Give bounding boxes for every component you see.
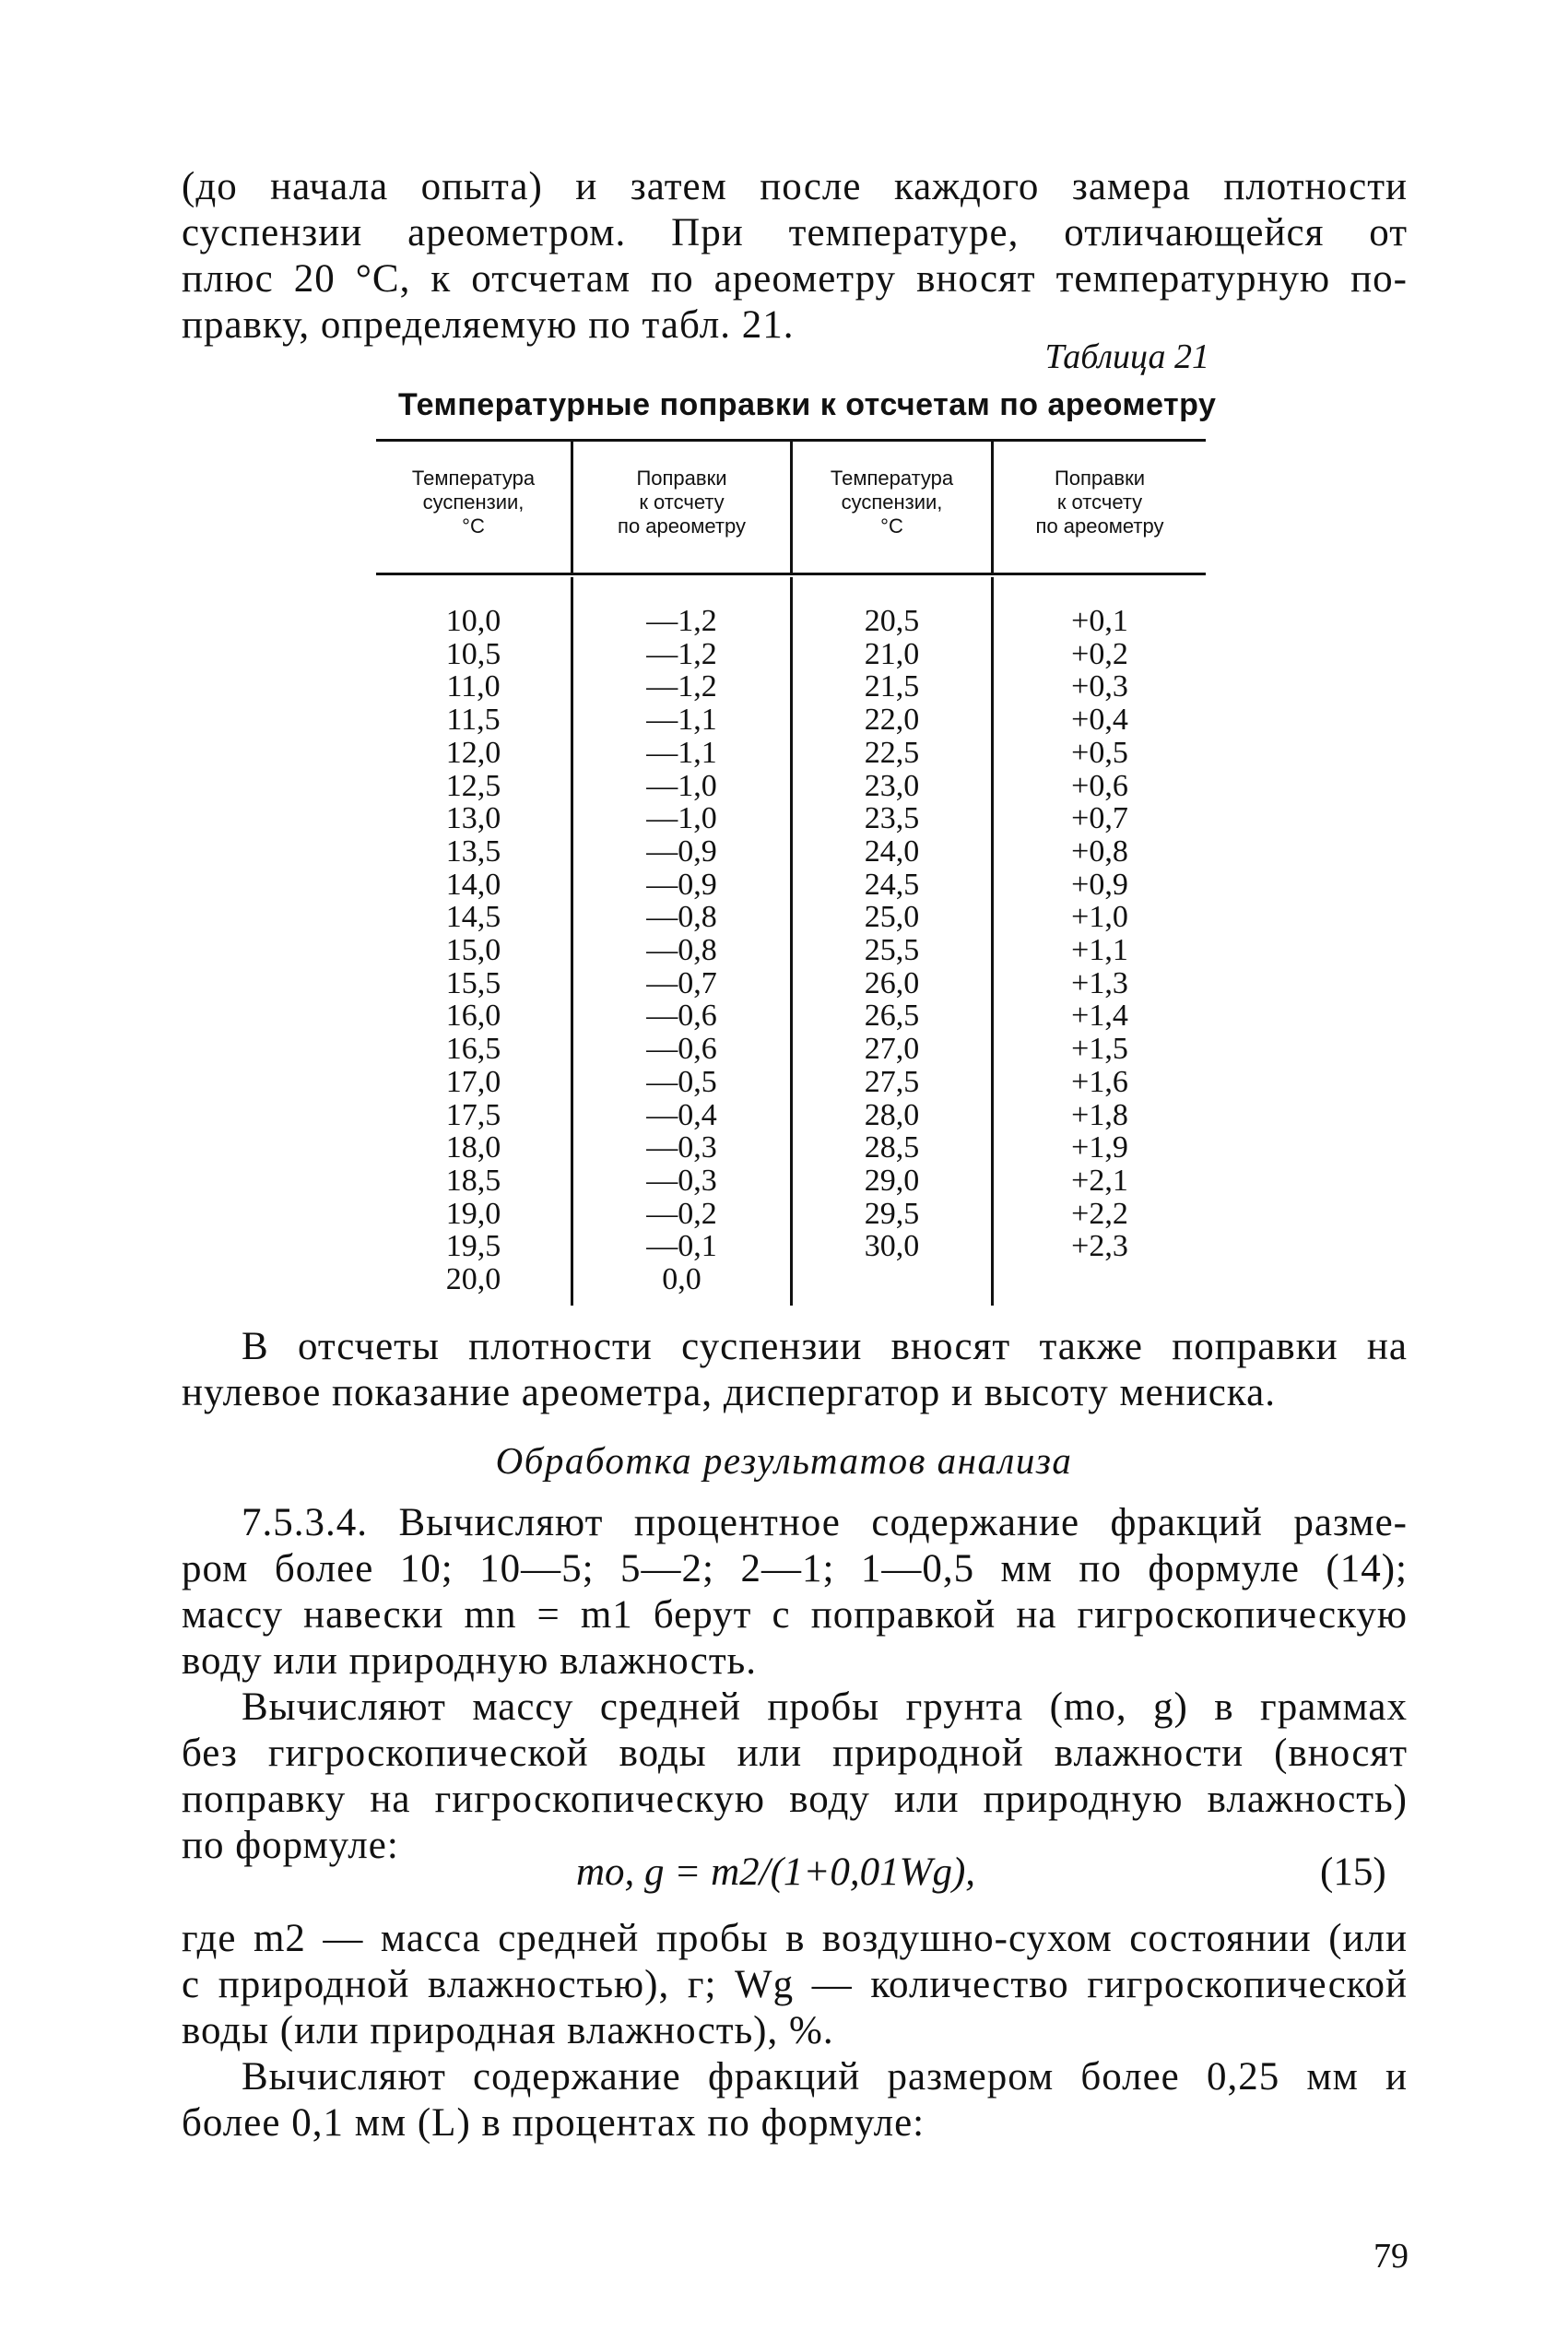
table-cell: 30,0 [864,1229,920,1264]
table-cell: 13,0 [445,801,501,836]
text-line: более 0,1 мм (L) в процентах по формуле: [182,2101,925,2145]
table-cell: +1,3 [1071,965,1128,1000]
paragraph-fractions [242,2054,1408,2100]
table-cell: —1,0 [646,768,717,803]
text-line: суспензии ареометром. При температуре, отличающейся от [182,211,1408,254]
column-temperature-1 [376,605,571,1296]
table-cell: —0,1 [646,1229,717,1264]
table-cell: —0,6 [646,1032,717,1067]
text-line: воду или природную влажность. [182,1639,757,1683]
table-cell: +1,1 [1071,933,1128,968]
table-cell: +0,7 [1071,801,1128,836]
table-cell: 0,0 [662,1262,701,1297]
table-cell: 26,0 [864,965,920,1000]
table-cell: —0,5 [646,1064,717,1099]
table-cell: +2,1 [1071,1163,1128,1198]
table-cell: +0,2 [1071,636,1128,671]
text-line: нулевое показание ареометра, диспергатор и высоту мениска. [182,1371,1276,1414]
text-line: В отсчеты плотности суспензии вносят также поправки на [242,1325,1408,1368]
table-cell: —1,1 [646,703,717,738]
table-cell: —0,6 [646,999,717,1034]
table-cell: +1,8 [1071,1097,1128,1132]
table-cell: +2,2 [1071,1196,1128,1231]
table-cell: —0,9 [646,834,717,869]
table-cell: —0,8 [646,933,717,968]
table-cell: 28,0 [864,1097,920,1132]
table-cell: +1,4 [1071,999,1128,1034]
table-cell: —0,7 [646,965,717,1000]
table-cell: —1,2 [646,669,717,704]
table-cell: +0,1 [1071,604,1128,638]
table-cell: 19,5 [445,1229,501,1264]
table-cell: 16,0 [445,999,501,1034]
table-cell: 23,5 [864,801,920,836]
table-cell: —0,2 [646,1196,717,1231]
table-cell: 26,5 [864,999,920,1034]
paragraph-7534 [242,1500,1408,1546]
header-correction-2: Поправки к отсчету по ареометру [1035,467,1164,538]
table-cell: 14,0 [445,867,501,902]
paragraph-7534-cont [182,1546,1408,1685]
table-cell: +1,0 [1071,900,1128,935]
text-line: где m2 — масса средней пробы в воздушно-сухом состоянии (или [182,1917,1408,1960]
table-cell: 21,5 [864,669,920,704]
table-cell: 22,0 [864,703,920,738]
page-number: 79 [1373,2237,1409,2276]
paragraph-mass [242,1685,1408,1731]
text-line: ром более 10; 10—5; 5—2; 2—1; 1—0,5 мм по формуле (14); [182,1547,1408,1590]
table-cell: +2,3 [1071,1229,1128,1264]
table-cell: +1,9 [1071,1130,1128,1165]
table-cell: 25,5 [864,933,920,968]
paragraph-mass-cont [182,1731,1408,1869]
table-cell: 19,0 [445,1196,501,1231]
table-cell: 20,5 [864,604,920,638]
table-cell: +1,6 [1071,1064,1128,1099]
text-line: Вычисляют массу средней пробы грунта (mo, g) в граммах [242,1685,1408,1729]
table-cell: 16,5 [445,1032,501,1067]
formula-15: mo, g = m2/(1+0,01Wg), [576,1850,976,1894]
header-temperature-2: Температура суспензии, °С [830,467,954,538]
table-caption: Таблица 21 [1044,337,1209,376]
table-cell: —0,9 [646,867,717,902]
table-cell: 24,0 [864,834,920,869]
table-cell: 18,5 [445,1163,501,1198]
table-cell: 28,5 [864,1130,920,1165]
paragraph-intro [182,164,1408,349]
table-cell: 23,0 [864,768,920,803]
text-line: плюс 20 °С, к отсчетам по ареометру вносят температурную по- [182,257,1408,301]
table-cell: —1,2 [646,604,717,638]
table-cell: +0,9 [1071,867,1128,902]
table-cell: 17,5 [445,1097,501,1132]
table-cell: —1,0 [646,801,717,836]
table-cell: 12,0 [445,735,501,770]
table-cell: 27,0 [864,1032,920,1067]
table-cell: +1,5 [1071,1032,1128,1067]
header-correction-1: Поправки к отсчету по ареометру [618,467,746,538]
text-line: без гигроскопической воды или природной влажности (вносят [182,1732,1408,1775]
text-line: поправку на гигроскопическую воду или природную влажность) [182,1778,1408,1821]
table-cell: 17,0 [445,1064,501,1099]
table-cell: +0,3 [1071,669,1128,704]
table-cell: 14,5 [445,900,501,935]
formula-number: (15) [1320,1850,1386,1894]
table-cell: 29,0 [864,1163,920,1198]
table-cell: —0,8 [646,900,717,935]
table-cell: 15,5 [445,965,501,1000]
table-cell: 21,0 [864,636,920,671]
table-cell: 15,0 [445,933,501,968]
table-cell: 24,5 [864,867,920,902]
column-correction-2 [994,605,1206,1263]
table-cell: 10,5 [445,636,501,671]
table-cell: 13,5 [445,834,501,869]
paragraph-where [182,1916,1408,2054]
table-cell: 29,5 [864,1196,920,1231]
table-cell: 18,0 [445,1130,501,1165]
section-title: Обработка результатов анализа [495,1439,1073,1482]
text-line: по формуле: [182,1824,399,1867]
table-cell: —0,3 [646,1130,717,1165]
paragraph-corrections [242,1324,1408,1370]
column-temperature-2 [793,605,991,1263]
table-cell: +0,8 [1071,834,1128,869]
table-title: Температурные поправки к отсчетам по ареометру [398,387,1217,422]
paragraph-fractions-cont [182,2100,1408,2146]
table-cell: 22,5 [864,735,920,770]
table-cell: —0,4 [646,1097,717,1132]
table-cell: —1,1 [646,735,717,770]
table-cell: —1,2 [646,636,717,671]
table-cell: 27,5 [864,1064,920,1099]
paragraph-corrections-cont [182,1370,1408,1416]
text-line: массу навески mn = m1 берут с поправкой на гигроскопическую [182,1593,1408,1637]
text-line: Вычисляют содержание фракций размером более 0,25 мм и [242,2055,1408,2099]
table-cell: 10,0 [445,604,501,638]
table-cell: +0,5 [1071,735,1128,770]
table-header-rule [376,573,1206,575]
table-cell: +0,4 [1071,703,1128,738]
text-line: с природной влажностью), г; Wg — количество гигроскопической [182,1963,1408,2006]
table-cell: 11,5 [446,703,501,738]
table-cell: +0,6 [1071,768,1128,803]
temperature-corrections-table [376,439,1206,1306]
column-correction-1 [573,605,790,1296]
table-cell: 11,0 [446,669,501,704]
text-line: (до начала опыта) и затем после каждого замера плотности [182,165,1408,208]
header-temperature-1: Температура суспензии, °С [411,467,536,538]
text-line: правку, определяемую по табл. 21. [182,303,795,347]
text-line: воды (или природная влажность), %. [182,2009,834,2052]
table-cell: 20,0 [445,1262,501,1297]
table-cell: 25,0 [864,900,920,935]
text-line: 7.5.3.4. Вычисляют процентное содержание фракций разме- [242,1501,1408,1544]
table-cell: 12,5 [445,768,501,803]
table-cell: —0,3 [646,1163,717,1198]
